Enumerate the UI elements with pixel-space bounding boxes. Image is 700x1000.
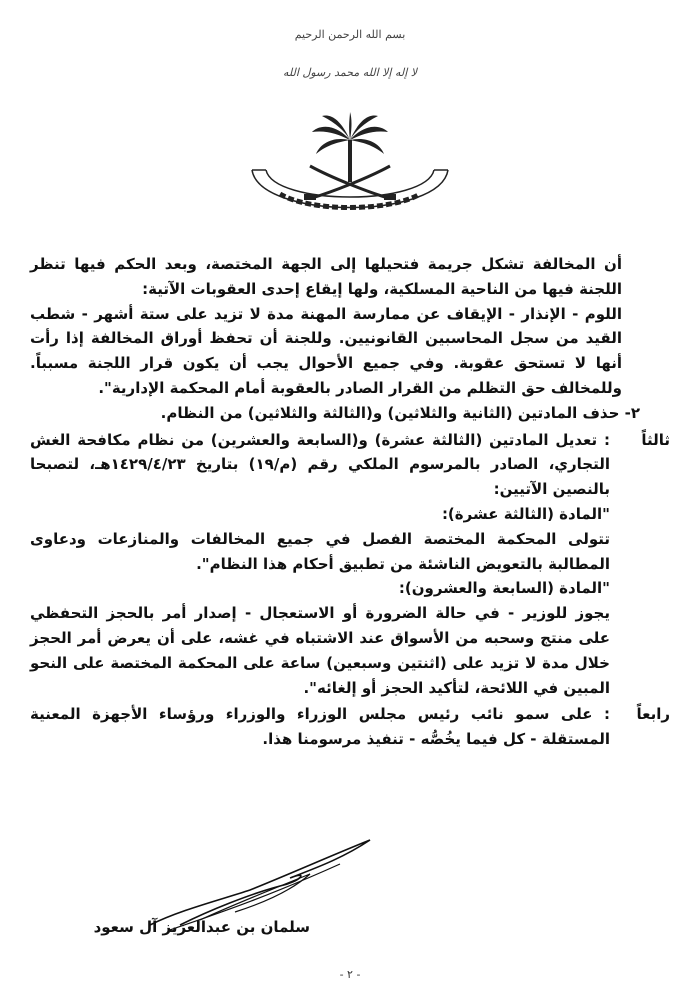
clause-fourth xyxy=(30,702,670,752)
item-2: ٢- حذف المادتين (الثانية والثلاثين) و(الثالثة والثلاثين) من النظام. xyxy=(160,403,640,422)
paragraph-penalties-intro: أن المخالفة تشكل جريمة فتحيلها إلى الجهة المختصة، وبعد الحكم فيها تنظر اللجنة فيها من الناحية المسلكية، ولها إيقاع إحدى العقوبات الآتية: xyxy=(30,255,622,298)
page-number: - ٢ - xyxy=(339,968,361,981)
letterhead xyxy=(0,0,700,240)
paragraph-penalties-list: اللوم - الإنذار - الإيقاف عن ممارسة المهنة مدة لا تزيد على ستة أشهر - شطب القيد من سجل المحاسبين القانونيين. وللجنة أن تحفظ أوراق المخالفة إذا رأت أنها لا تستحق عقوبة. وفي جميع الأحوال يجب أن يكون قرار اللجنة مسبباً. وللمخالف حق التظلم من القرار الصادر بالعقوبة أمام المحكمة الإدارية". xyxy=(30,304,622,397)
clause-fourth-label: رابعاً xyxy=(636,705,670,724)
saudi-emblem-icon xyxy=(240,110,460,240)
decree-body xyxy=(30,252,670,752)
article-27-title: "المادة (السابعة والعشرون): xyxy=(398,579,610,598)
signatory-name: سلمان بن عبدالعزيز آل سعود xyxy=(93,918,310,936)
tawhid-calligraphy: لا إله إلا الله محمد رسول الله xyxy=(282,66,418,79)
clause-fourth-text: : على سمو نائب رئيس مجلس الوزراء والوزراء ورؤساء الأجهزة المعنية المستقلة - كل فيما يخُصُّه - تنفيذ مرسومنا هذا. xyxy=(30,705,610,749)
article-13-title: "المادة (الثالثة عشرة): xyxy=(441,504,610,523)
clause-third-text: : تعديل المادتين (الثالثة عشرة) و(السابعة والعشرين) من نظام مكافحة الغش التجاري، الصادر بالمرسوم الملكي رقم (م/١٩) بتاريخ ١٤٢٩/٤/٢٣هـ، لتصبحا بالنصين الآتيين: xyxy=(30,430,610,499)
article-27-text: يجوز للوزير - في حالة الضرورة أو الاستعجال - إصدار أمر بالحجز التحفظي على منتج وسحبه من الأسواق عند الاشتباه في غشه، على أن يعرض أمر الحجز خلال مدة لا تزيد على (اثنتين وسبعين) ساعة على المحكمة المختصة على النحو المبين في اللائحة، لتأكيد الحجز أو إلغائه". xyxy=(30,604,610,697)
clause-third-label: ثالثاً xyxy=(641,430,670,449)
article-13-text: تتولى المحكمة المختصة الفصل في جميع المخالفات والمنازعات ودعاوى المطالبة بالتعويض الناشئة من تطبيق أحكام هذا النظام". xyxy=(30,529,610,573)
clause-third xyxy=(30,428,670,701)
basmala: بسم الله الرحمن الرحيم xyxy=(294,28,406,41)
